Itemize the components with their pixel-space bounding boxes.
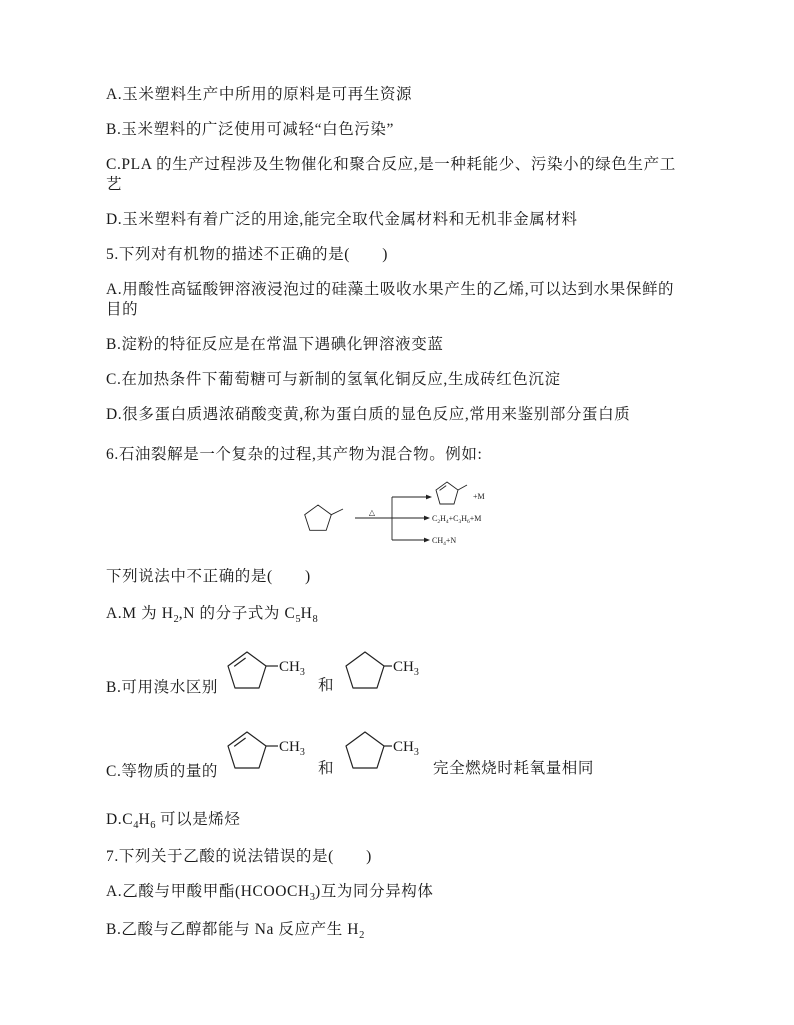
structure-methylcyclopentene <box>228 652 305 688</box>
q6-option-b-prefix: B.可用溴水区别 <box>106 679 219 696</box>
svg-text:CH3: $CH_3$ <box>279 739 305 758</box>
q5-option-d: D.很多蛋白质遇浓硝酸变黄,称为蛋白质的显色反应,常用来鉴别部分蛋白质 <box>106 406 631 423</box>
q7-option-b: B.乙酸与乙醇都能与 Na 反应产生 $H_2$ <box>106 921 365 941</box>
q6-option-c-suffix: 完全燃烧时耗氧量相同 <box>433 760 595 777</box>
q6-option-a: A.M 为 $H_2,N$ 的分子式为 $C_5H_8$ <box>106 605 318 625</box>
q6-option-b-and: 和 <box>318 677 335 694</box>
q6-option-c-and: 和 <box>318 760 335 777</box>
q4-option-a: A.玉米塑料生产中所用的原料是可再生资源 <box>106 86 413 103</box>
q4-option-c: C.PLA 的生产过程涉及生物催化和聚合反应,是一种耗能少、污染小的绿色生产工艺 <box>106 156 676 193</box>
heating-condition: △ <box>368 508 376 517</box>
svg-text:CH3: $CH_3$ <box>393 659 419 678</box>
arrowhead-2 <box>424 516 430 521</box>
svg-text:CH3: $CH_3$ <box>279 659 305 678</box>
q5-stem: 5.下列对有机物的描述不正确的是( ) <box>106 246 388 263</box>
q6-question: 下列说法中不正确的是( ) <box>106 568 311 585</box>
product-2-formula: $C_2H_4+C_3H_6+M$ <box>432 514 482 525</box>
arrowhead-3 <box>424 538 430 543</box>
product-methylcyclopentene <box>436 482 467 504</box>
q5-option-a: A.用酸性高锰酸钾溶液浸泡过的硅藻土吸收水果产生的乙烯,可以达到水果保鲜的目的 <box>106 281 675 318</box>
structure-methylcyclopentene <box>228 732 305 768</box>
product-3-formula: $CH_4+N$ <box>432 536 457 547</box>
reactant-methylcyclopentane <box>305 505 343 530</box>
product-1-byproduct: +M <box>473 492 485 501</box>
q5-option-b: B.淀粉的特征反应是在常温下遇碘化钾溶液变蓝 <box>106 336 444 353</box>
q5-option-c: C.在加热条件下葡萄糖可与新制的氢氧化铜反应,生成砖红色沉淀 <box>106 371 561 388</box>
q4-option-b: B.玉米塑料的广泛使用可减轻“白色污染” <box>106 121 394 138</box>
q6-stem: 6.石油裂解是一个复杂的过程,其产物为混合物。例如: <box>106 446 483 463</box>
q7-option-a: A.乙酸与甲酸甲酯$(HCOOCH_3)$互为同分异构体 <box>106 883 434 903</box>
q6-option-c-prefix: C.等物质的量的 <box>106 763 219 780</box>
arrowhead-1 <box>426 495 432 500</box>
structure-methylcyclopentane <box>346 732 419 768</box>
q6-option-c-structures <box>220 720 440 780</box>
cracking-reaction-scheme <box>295 475 495 550</box>
structure-methylcyclopentane <box>346 652 419 688</box>
q4-option-d: D.玉米塑料有着广泛的用途,能完全取代金属材料和无机非金属材料 <box>106 211 578 228</box>
svg-text:CH3: $CH_3$ <box>393 739 419 758</box>
q6-option-b-structures <box>220 640 440 700</box>
q6-option-d: $D.C_4H_6$ 可以是烯烃 <box>106 811 241 831</box>
q7-stem: 7.下列关于乙酸的说法错误的是( ) <box>106 848 372 865</box>
